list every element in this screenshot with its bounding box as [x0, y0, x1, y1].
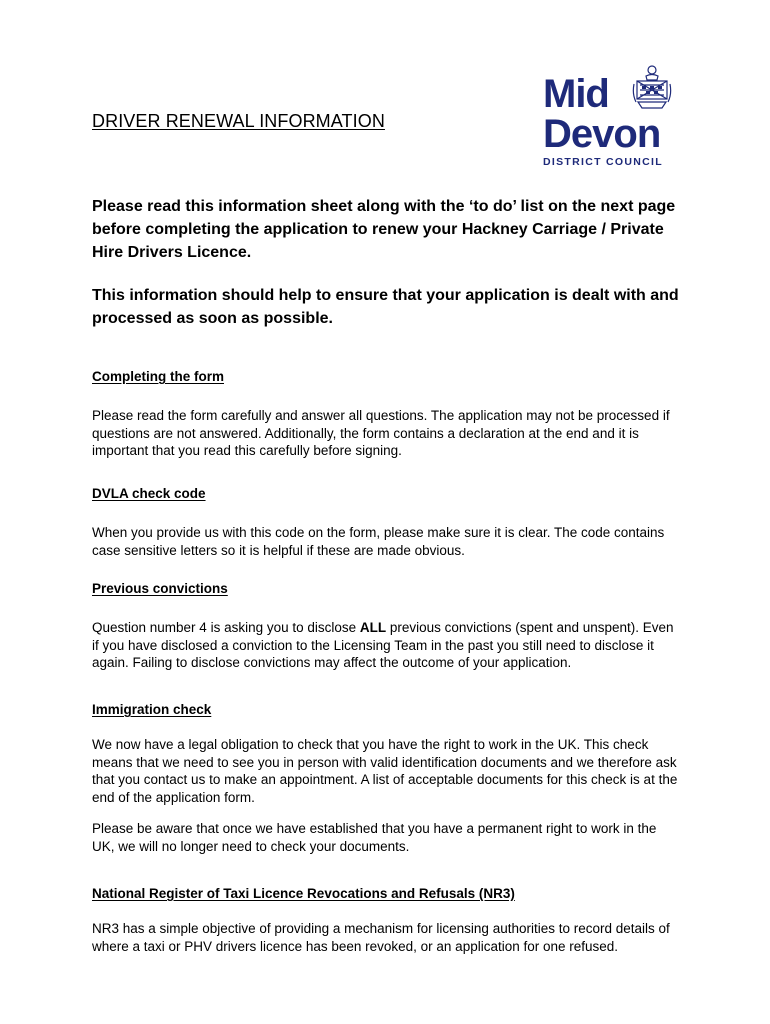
paragraph-previous-convictions: [92, 619, 682, 672]
paragraph-nr3: NR3 has a simple objective of providing a mechanism for licensing authorities to record details of where a taxi or PHV drivers licence has been revoked, or an application for one refused.: [92, 921, 670, 954]
heading-immigration-check: Immigration check: [92, 702, 212, 717]
intro-paragraph-2: This information should help to ensure that your application is dealt with and processed as soon as possible.: [92, 287, 679, 327]
paragraph-dvla-check-code: When you provide us with this code on the form, please make sure it is clear. The code contains case sensitive letters so it is helpful if these are made obvious.: [92, 525, 665, 558]
convictions-text-start: Question number 4 is asking you to disclose: [92, 620, 360, 635]
convictions-text-emphasis: ALL: [359, 620, 387, 635]
paragraph-immigration-check: We now have a legal obligation to check that you have the right to work in the UK. This check means that we need to see you in person with valid identification documents and we therefore ask that you contact us to make an appointment. A list of acceptable documents for this check is at the end of the application form.: [92, 737, 678, 805]
heading-previous-convictions: Previous convictions: [92, 581, 228, 596]
convictions-text-end: previous convictions (spent and unspent). Even if you have disclosed a conviction to the Licensing Team in the past you still need to disclose it again. Failing to disclose convictions may affect the outcome of your application.: [92, 620, 674, 670]
heading-dvla-check-code: DVLA check code: [92, 486, 206, 501]
logo-text-mid: Mid: [543, 72, 609, 116]
logo-text-district-council: DISTRICT COUNCIL: [543, 156, 663, 168]
heraldic-crest-icon: [632, 64, 672, 114]
paragraph-immigration-permanent-right: Please be aware that once we have established that you have a permanent right to work in the UK, we will no longer need to check your documents.: [92, 821, 657, 854]
heading-completing-the-form: Completing the form: [92, 369, 224, 384]
page-title: DRIVER RENEWAL INFORMATION: [92, 111, 385, 131]
logo-text-devon: Devon: [543, 112, 661, 156]
intro-paragraph-1: Please read this information sheet along with the ‘to do’ list on the next page before completing the application to renew your Hackney Carriage / Private Hire Drivers Licence.: [92, 198, 676, 261]
council-logo: [540, 64, 680, 172]
paragraph-completing-the-form: Please read the form carefully and answer all questions. The application may not be processed if questions are not answered. Additionally, the form contains a declaration at the end and it is important that you read this carefully before signing.: [92, 408, 670, 458]
heading-nr3: National Register of Taxi Licence Revocations and Refusals (NR3): [92, 886, 515, 901]
